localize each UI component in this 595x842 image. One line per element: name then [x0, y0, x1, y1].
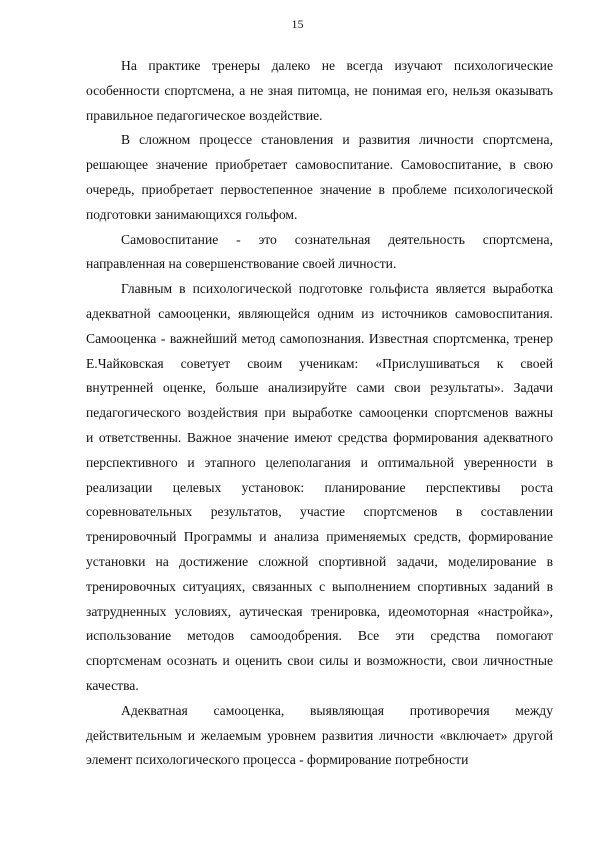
- text-line: Адекватная самооценка, выявляющая противоречия между: [121, 702, 553, 718]
- text-line: тренировочный Программы и анализа применяемых средств, формирование: [86, 529, 553, 545]
- text-line: Самовоспитание - это сознательная деятельность спортсмена,: [121, 231, 553, 247]
- text-line: правильное педагогическое воздействие.: [86, 107, 323, 123]
- paragraph: [86, 228, 553, 278]
- text-line: направленная на совершенствование своей личности.: [86, 256, 397, 272]
- text-line: очередь, приобретает первостепенное значение в проблеме психологической: [86, 181, 553, 197]
- text-line: решающее значение приобретает самовоспитание. Самовоспитание, в свою: [86, 157, 553, 173]
- text-line: спортсменам осознать и оценить свои силы и возможности, свои личностные: [86, 653, 553, 669]
- text-line: перспективного и этапного целеполагания и оптимальной уверенности в: [86, 454, 553, 470]
- text-line: действительным и желаемым уровнем развития личности «включает» другой: [86, 727, 553, 743]
- text-line: качества.: [86, 677, 139, 693]
- text-line: элемент психологического процесса - формирование потребности: [86, 752, 469, 768]
- text-line: использование методов самоодобрения. Все эти средства помогают: [86, 628, 553, 644]
- text-line: подготовки занимающихся гольфом.: [86, 206, 298, 222]
- text-line: педагогического воздействия при выработке самооценки спортсменов важны: [86, 405, 553, 421]
- text-line: установки на достижение сложной спортивной задачи, моделирование в: [86, 553, 553, 569]
- body-text: [86, 54, 553, 773]
- text-line: реализации целевых установок: планирование перспективы роста: [86, 479, 553, 495]
- text-line: В сложном процессе становления и развития личности спортсмена,: [121, 132, 553, 148]
- paragraph: [86, 277, 553, 699]
- text-line: затрудненных условиях, аутическая тренировка, идеомоторная «настройка»,: [86, 603, 553, 619]
- text-line: и ответственны. Важное значение имеют средства формирования адекватного: [86, 429, 553, 445]
- text-line: соревновательных результатов, участие спортсменов в составлении: [86, 504, 553, 520]
- text-line: На практике тренеры далеко не всегда изучают психологические: [121, 58, 553, 73]
- text-line: адекватной самооценки, являющейся одним из источников самовоспитания.: [86, 305, 553, 321]
- paragraph: [86, 54, 553, 128]
- text-line: тренировочных ситуациях, связанных с выполнением спортивных заданий в: [86, 578, 553, 594]
- paragraph: [86, 699, 553, 773]
- text-line: Главным в психологической подготовке гольфиста является выработка: [121, 281, 553, 297]
- text-line: особенности спортсмена, а не зная питомца, не понимая его, нельзя оказывать: [86, 82, 553, 98]
- text-line: Е.Чайковская советует своим ученикам: «Прислушиваться к своей: [86, 355, 553, 371]
- text-line: Самооценка - важнейший метод самопознания. Известная спортсменка, тренер: [86, 330, 553, 346]
- paragraph: [86, 128, 553, 227]
- page-number: 15: [291, 17, 304, 31]
- text-line: внутренней оценке, больше анализируйте сами свои результаты». Задачи: [86, 380, 553, 396]
